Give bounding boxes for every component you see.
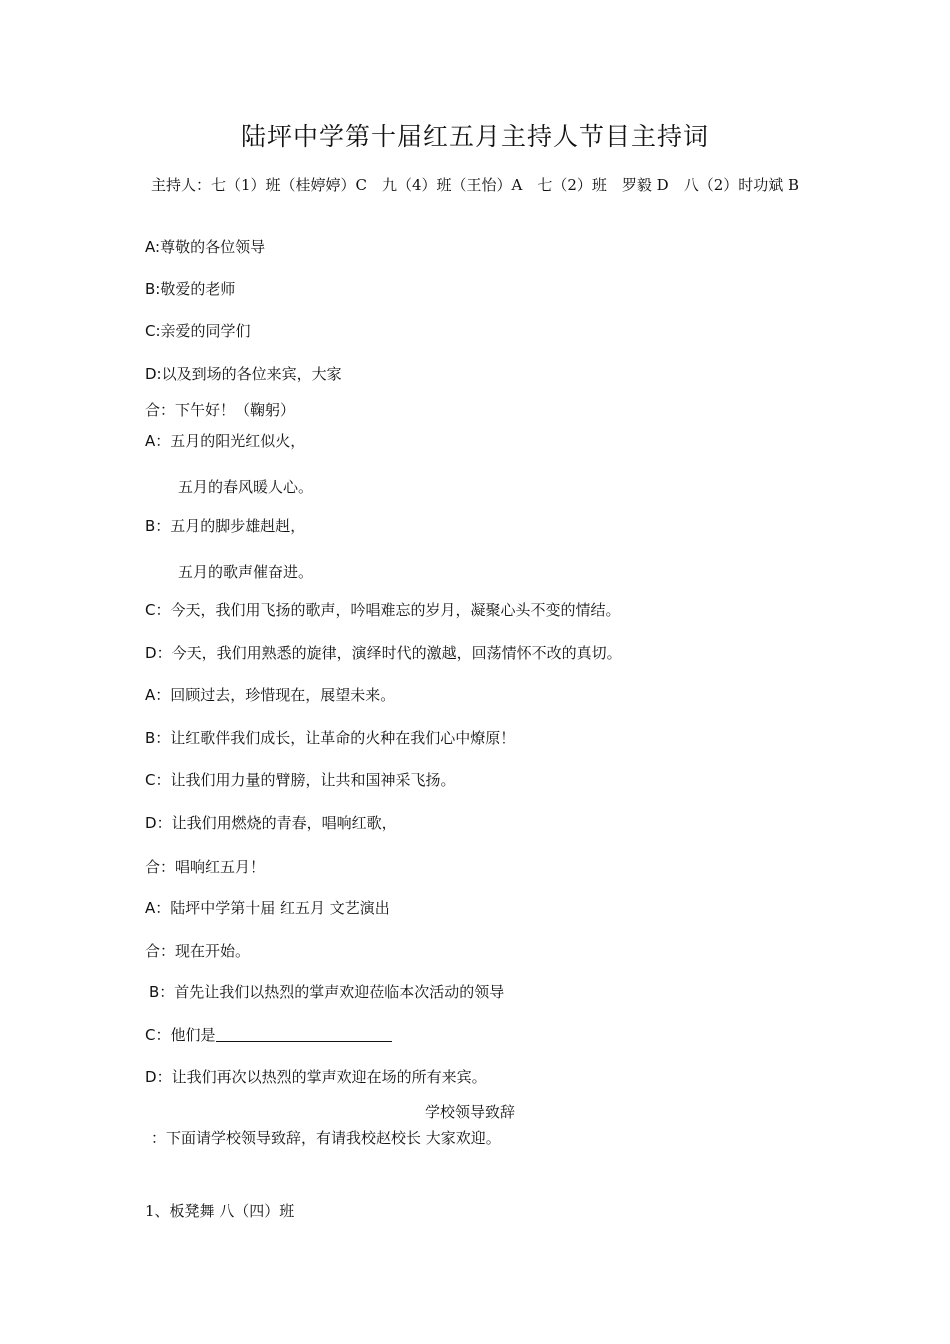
line-a-1 — [145, 236, 265, 257]
line-text: ：回顾过去，珍惜现在，展望未来。 — [155, 686, 396, 704]
line-text: 以及到场的各位来宾，大家 — [161, 365, 342, 383]
line-c-4 — [145, 1024, 392, 1045]
line-c-2 — [145, 599, 621, 620]
line-text: ：让我们用燃烧的青春，唱响红歌， — [156, 814, 397, 832]
line-text: ：今天，我们用飞扬的歌声，吟唱难忘的岁月，凝聚心头不变的情结。 — [155, 601, 621, 619]
speaker-label: C — [145, 601, 156, 619]
line-text: 敬爱的老师 — [160, 280, 236, 298]
line-c-1 — [145, 320, 251, 341]
line-text: 尊敬的各位领导 — [160, 238, 266, 256]
hosts-line: 主持人：七（1）班（桂婷婷）C 九（4）班（王怡）A 七（2）班 罗毅 D 八（2）时功斌 B — [150, 176, 800, 194]
line-text: ：陆坪中学第十届 红五月 文艺演出 — [155, 899, 390, 917]
speaker-label: D: — [145, 365, 162, 383]
speaker-label: D — [145, 1068, 157, 1086]
speaker-label: A — [145, 686, 156, 704]
speaker-label: C — [145, 771, 156, 789]
line-text: ：下面请学校领导致辞，有请我校赵校长 大家欢迎。 — [151, 1129, 501, 1147]
line-b-2 — [145, 515, 305, 536]
speaker-label: A — [145, 899, 156, 917]
line-a-4 — [145, 897, 390, 918]
line-text: 合：现在开始。 — [145, 942, 251, 960]
line-d-3 — [145, 812, 397, 833]
section-heading: 学校领导致辞 — [425, 1103, 516, 1121]
line-text: ：他们是 — [155, 1026, 216, 1044]
speaker-label: C — [145, 1026, 156, 1044]
speaker-label: B — [145, 729, 156, 747]
line-text: 五月的春风暖人心。 — [178, 478, 314, 496]
line-text: ：让我们再次以热烈的掌声欢迎在场的所有来宾。 — [156, 1068, 487, 1086]
speaker-label: C: — [145, 322, 161, 340]
line-text: 合：下午好！（鞠躬） — [145, 401, 296, 419]
document-title: 陆坪中学第十届红五月主持人节目主持词 — [240, 122, 709, 151]
line-b-3 — [145, 727, 515, 748]
speaker-label: B: — [145, 280, 161, 298]
speaker-label: A: — [145, 238, 161, 256]
line-together-3 — [145, 940, 250, 961]
program-item-1 — [145, 1200, 294, 1221]
line-d-1 — [145, 363, 342, 384]
line-a-2 — [145, 430, 305, 451]
line-text: ：今天，我们用熟悉的旋律，演绎时代的激越，回荡情怀不改的真切。 — [156, 644, 622, 662]
fill-in-blank — [216, 1026, 392, 1042]
line-leader-speech — [151, 1127, 501, 1148]
line-b-2-cont — [178, 561, 313, 582]
line-text: 五月的歌声催奋进。 — [178, 563, 314, 581]
line-d-2 — [145, 642, 622, 663]
line-text: ：五月的脚步雄赳赳， — [155, 517, 306, 535]
speaker-label: D — [145, 814, 157, 832]
line-text: 合：唱响红五月！ — [145, 858, 266, 876]
line-text: ：让我们用力量的臂膀，让共和国神采飞扬。 — [155, 771, 456, 789]
line-together-2 — [145, 856, 265, 877]
line-text: 1、板凳舞 八（四）班 — [145, 1202, 295, 1220]
line-c-3 — [145, 769, 456, 790]
line-text: ：首先让我们以热烈的掌声欢迎莅临本次活动的领导 — [159, 983, 505, 1001]
speaker-label: A — [145, 432, 156, 450]
line-d-4 — [145, 1066, 487, 1087]
speaker-label: B — [149, 983, 160, 1001]
speaker-label: B — [145, 517, 156, 535]
line-text: ：五月的阳光红似火， — [155, 432, 306, 450]
line-a-2-cont — [178, 476, 313, 497]
line-b-4 — [149, 981, 504, 1002]
line-together-1 — [145, 399, 295, 420]
speaker-label: D — [145, 644, 157, 662]
line-text: ：让红歌伴我们成长，让革命的火种在我们心中燎原！ — [155, 729, 516, 747]
line-a-3 — [145, 684, 395, 705]
line-b-1 — [145, 278, 235, 299]
line-text: 亲爱的同学们 — [160, 322, 251, 340]
